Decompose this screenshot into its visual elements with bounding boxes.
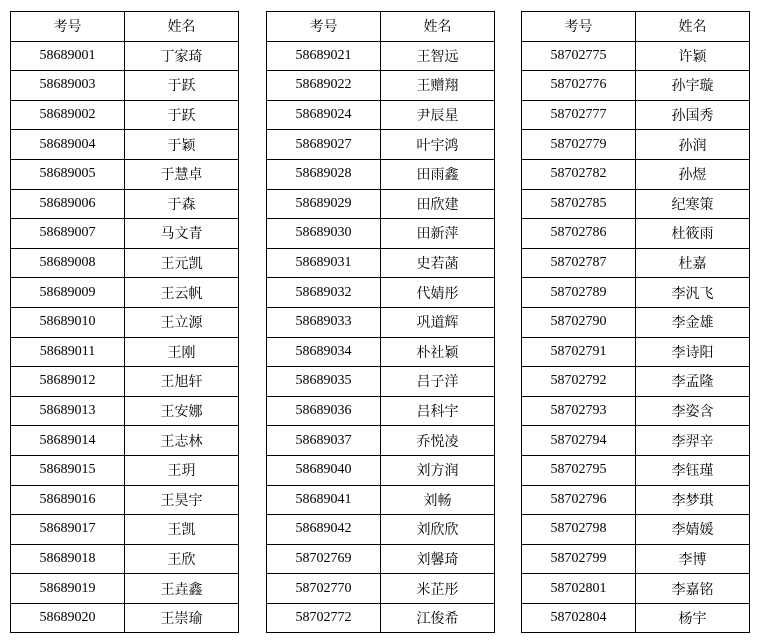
table-row (267, 544, 495, 574)
student-name-cell: 李钰瑾 (636, 455, 750, 485)
student-name-cell: 纪寒策 (636, 189, 750, 219)
table-row (11, 367, 239, 397)
exam-number-cell: 58689037 (267, 426, 381, 456)
table-row (11, 219, 239, 249)
table-row (267, 130, 495, 160)
student-name-cell: 王志林 (125, 426, 239, 456)
table-row (11, 426, 239, 456)
student-name-cell: 田雨鑫 (381, 159, 495, 189)
exam-number-cell: 58689036 (267, 396, 381, 426)
table-row (11, 100, 239, 130)
table-row (267, 307, 495, 337)
table-row (522, 367, 750, 397)
student-name-cell: 李嘉铭 (636, 574, 750, 604)
student-name-cell: 乔悦凌 (381, 426, 495, 456)
exam-number-cell: 58702792 (522, 367, 636, 397)
exam-number-cell: 58689005 (11, 159, 125, 189)
table-row (267, 396, 495, 426)
exam-number-cell: 58689033 (267, 307, 381, 337)
table-row (522, 485, 750, 515)
table-row (11, 278, 239, 308)
header-id: 考号 (267, 12, 381, 42)
exam-number-cell: 58689040 (267, 455, 381, 485)
exam-number-cell: 58689031 (267, 248, 381, 278)
header-name: 姓名 (381, 12, 495, 42)
exam-number-cell: 58689027 (267, 130, 381, 160)
student-name-cell: 于颖 (125, 130, 239, 160)
table-row (267, 574, 495, 604)
student-name-cell: 马文青 (125, 219, 239, 249)
table-row (522, 278, 750, 308)
table-row (522, 603, 750, 633)
table-row (11, 248, 239, 278)
header-id: 考号 (522, 12, 636, 42)
exam-number-cell: 58689001 (11, 41, 125, 71)
exam-number-cell: 58702775 (522, 41, 636, 71)
exam-number-cell: 58689006 (11, 189, 125, 219)
student-name-cell: 杜嘉 (636, 248, 750, 278)
student-name-cell: 孙宇璇 (636, 71, 750, 101)
exam-number-cell: 58689020 (11, 603, 125, 633)
exam-number-cell: 58689010 (11, 307, 125, 337)
table-row (267, 367, 495, 397)
table-row (522, 71, 750, 101)
header-row (11, 12, 239, 42)
student-name-cell: 李姿含 (636, 396, 750, 426)
roster-table-1 (10, 11, 239, 633)
student-name-cell: 田新萍 (381, 219, 495, 249)
exam-number-cell: 58689017 (11, 515, 125, 545)
student-name-cell: 于跃 (125, 100, 239, 130)
exam-number-cell: 58689007 (11, 219, 125, 249)
student-name-cell: 江俊希 (381, 603, 495, 633)
table-row (522, 100, 750, 130)
student-name-cell: 李诗阳 (636, 337, 750, 367)
exam-number-cell: 58702787 (522, 248, 636, 278)
table-row (522, 515, 750, 545)
exam-number-cell: 58689008 (11, 248, 125, 278)
student-name-cell: 吕子洋 (381, 367, 495, 397)
table-row (522, 544, 750, 574)
student-name-cell: 巩道辉 (381, 307, 495, 337)
student-name-cell: 李汎飞 (636, 278, 750, 308)
exam-number-cell: 58689032 (267, 278, 381, 308)
exam-number-cell: 58689015 (11, 455, 125, 485)
exam-number-cell: 58702770 (267, 574, 381, 604)
table-row (11, 574, 239, 604)
exam-number-cell: 58689019 (11, 574, 125, 604)
table-row (267, 189, 495, 219)
table-row (267, 71, 495, 101)
exam-number-cell: 58689012 (11, 367, 125, 397)
exam-number-cell: 58689011 (11, 337, 125, 367)
table-row (522, 455, 750, 485)
exam-number-cell: 58702793 (522, 396, 636, 426)
header-id: 考号 (11, 12, 125, 42)
student-name-cell: 李孟隆 (636, 367, 750, 397)
exam-number-cell: 58702786 (522, 219, 636, 249)
table-row (522, 189, 750, 219)
exam-number-cell: 58702779 (522, 130, 636, 160)
table-row (11, 130, 239, 160)
student-name-cell: 尹辰星 (381, 100, 495, 130)
table-row (267, 100, 495, 130)
student-name-cell: 李金雄 (636, 307, 750, 337)
exam-number-cell: 58702795 (522, 455, 636, 485)
exam-number-cell: 58702785 (522, 189, 636, 219)
table-row (267, 248, 495, 278)
table-row (522, 307, 750, 337)
table-row (11, 159, 239, 189)
table-row (522, 248, 750, 278)
header-name: 姓名 (125, 12, 239, 42)
roster-table-2 (266, 11, 495, 633)
student-name-cell: 田欣建 (381, 189, 495, 219)
table-row (522, 337, 750, 367)
student-name-cell: 王立源 (125, 307, 239, 337)
table-row (11, 337, 239, 367)
table-row (267, 219, 495, 249)
table-row (11, 41, 239, 71)
exam-number-cell: 58702790 (522, 307, 636, 337)
table-row (522, 159, 750, 189)
student-name-cell: 王智远 (381, 41, 495, 71)
table-row (267, 515, 495, 545)
table-row (11, 71, 239, 101)
student-name-cell: 王凯 (125, 515, 239, 545)
header-row (522, 12, 750, 42)
student-name-cell: 王赠翔 (381, 71, 495, 101)
table-row (267, 337, 495, 367)
student-name-cell: 王云帆 (125, 278, 239, 308)
student-name-cell: 李梦琪 (636, 485, 750, 515)
exam-number-cell: 58689030 (267, 219, 381, 249)
roster-table-3 (521, 11, 750, 633)
exam-number-cell: 58702782 (522, 159, 636, 189)
exam-number-cell: 58689041 (267, 485, 381, 515)
exam-number-cell: 58689029 (267, 189, 381, 219)
table-row (11, 189, 239, 219)
exam-number-cell: 58689021 (267, 41, 381, 71)
exam-number-cell: 58689018 (11, 544, 125, 574)
exam-number-cell: 58702801 (522, 574, 636, 604)
student-name-cell: 杜筱雨 (636, 219, 750, 249)
exam-number-cell: 58689022 (267, 71, 381, 101)
table-row (522, 130, 750, 160)
student-name-cell: 王元凯 (125, 248, 239, 278)
student-name-cell: 孙润 (636, 130, 750, 160)
exam-number-cell: 58689003 (11, 71, 125, 101)
student-name-cell: 李羿辛 (636, 426, 750, 456)
table-row (267, 159, 495, 189)
student-name-cell: 米芷彤 (381, 574, 495, 604)
table-row (522, 41, 750, 71)
exam-number-cell: 58689016 (11, 485, 125, 515)
table-row (11, 515, 239, 545)
exam-number-cell: 58702798 (522, 515, 636, 545)
exam-number-cell: 58689034 (267, 337, 381, 367)
table-row (267, 455, 495, 485)
student-name-cell: 王刚 (125, 337, 239, 367)
exam-number-cell: 58702804 (522, 603, 636, 633)
student-name-cell: 朴社颖 (381, 337, 495, 367)
exam-number-cell: 58689035 (267, 367, 381, 397)
student-name-cell: 李博 (636, 544, 750, 574)
student-name-cell: 王欣 (125, 544, 239, 574)
table-row (11, 307, 239, 337)
student-name-cell: 刘欣欣 (381, 515, 495, 545)
exam-number-cell: 58689013 (11, 396, 125, 426)
exam-number-cell: 58689004 (11, 130, 125, 160)
table-row (522, 426, 750, 456)
student-name-cell: 王旭轩 (125, 367, 239, 397)
exam-number-cell: 58702776 (522, 71, 636, 101)
student-name-cell: 叶宇鸿 (381, 130, 495, 160)
student-name-cell: 杨宇 (636, 603, 750, 633)
table-row (11, 544, 239, 574)
exam-number-cell: 58689042 (267, 515, 381, 545)
header-row (267, 12, 495, 42)
exam-number-cell: 58702799 (522, 544, 636, 574)
student-name-cell: 孙国秀 (636, 100, 750, 130)
table-row (11, 485, 239, 515)
table-row (522, 574, 750, 604)
table-row (522, 396, 750, 426)
exam-number-cell: 58689009 (11, 278, 125, 308)
student-name-cell: 王垚鑫 (125, 574, 239, 604)
table-row (522, 219, 750, 249)
table-row (267, 278, 495, 308)
exam-number-cell: 58702777 (522, 100, 636, 130)
table-row (11, 396, 239, 426)
exam-number-cell: 58702796 (522, 485, 636, 515)
student-name-cell: 李婧媛 (636, 515, 750, 545)
student-name-cell: 王昊宇 (125, 485, 239, 515)
exam-number-cell: 58702772 (267, 603, 381, 633)
table-row (11, 603, 239, 633)
table-row (267, 426, 495, 456)
exam-number-cell: 58689014 (11, 426, 125, 456)
student-name-cell: 王玥 (125, 455, 239, 485)
exam-number-cell: 58702789 (522, 278, 636, 308)
student-name-cell: 丁家琦 (125, 41, 239, 71)
table-row (11, 455, 239, 485)
student-name-cell: 代婧彤 (381, 278, 495, 308)
exam-number-cell: 58702769 (267, 544, 381, 574)
header-name: 姓名 (636, 12, 750, 42)
exam-number-cell: 58702791 (522, 337, 636, 367)
student-name-cell: 于森 (125, 189, 239, 219)
student-name-cell: 于慧卓 (125, 159, 239, 189)
student-name-cell: 刘方润 (381, 455, 495, 485)
table-row (267, 485, 495, 515)
student-name-cell: 许颖 (636, 41, 750, 71)
exam-number-cell: 58689024 (267, 100, 381, 130)
exam-number-cell: 58689028 (267, 159, 381, 189)
student-name-cell: 孙煜 (636, 159, 750, 189)
student-name-cell: 吕科宇 (381, 396, 495, 426)
table-row (267, 41, 495, 71)
student-name-cell: 于跃 (125, 71, 239, 101)
table-row (267, 603, 495, 633)
exam-number-cell: 58689002 (11, 100, 125, 130)
exam-number-cell: 58702794 (522, 426, 636, 456)
student-name-cell: 刘畅 (381, 485, 495, 515)
student-name-cell: 王崇瑜 (125, 603, 239, 633)
student-name-cell: 王安娜 (125, 396, 239, 426)
student-name-cell: 刘馨琦 (381, 544, 495, 574)
student-name-cell: 史若菡 (381, 248, 495, 278)
